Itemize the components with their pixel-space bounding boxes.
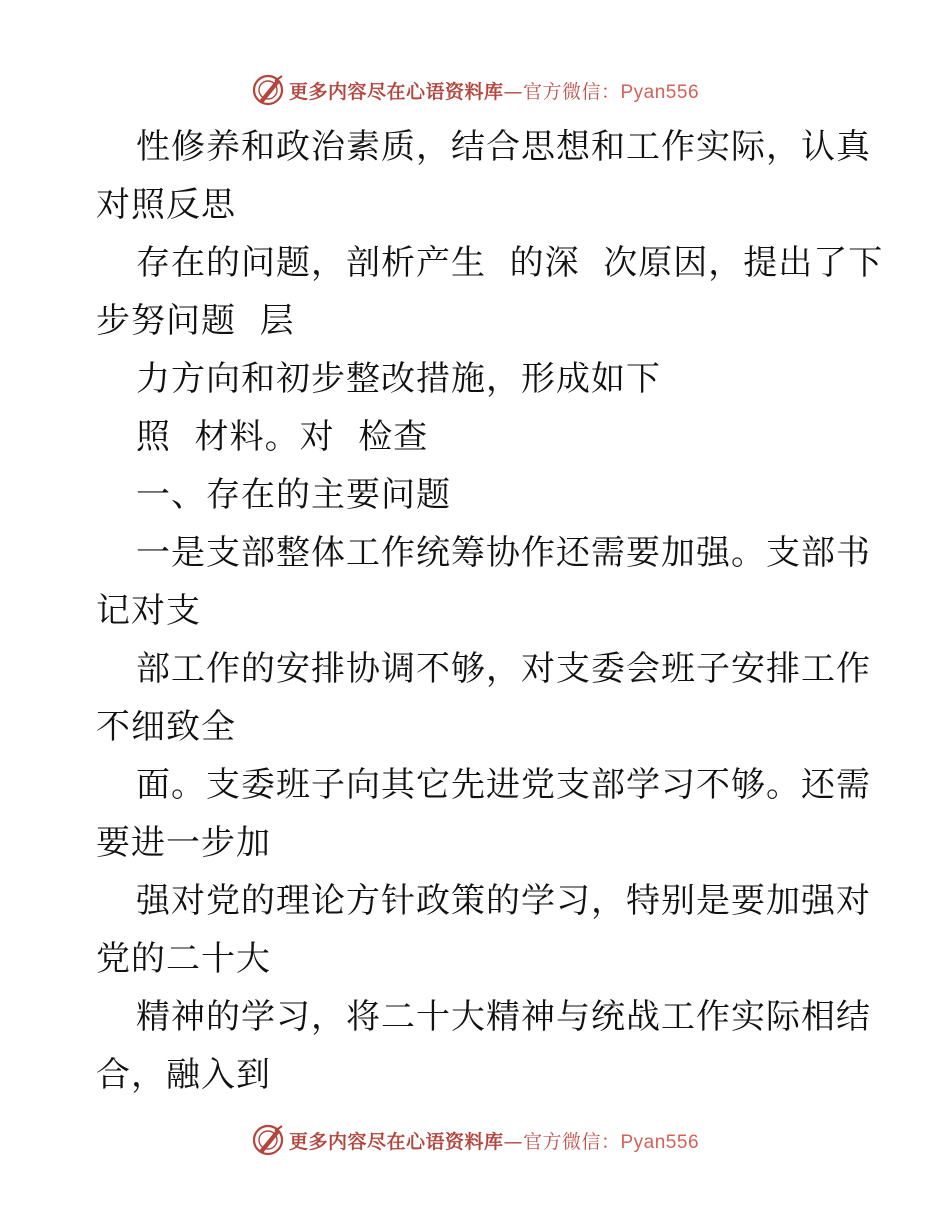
body-line: 精神的学习，将二十大精神与统战工作实际相结 [136, 997, 871, 1037]
banner-wechat-label: 官方微信： [522, 80, 621, 103]
body-line: 性修养和政治素质，结合思想和工作实际，认真 [136, 127, 871, 167]
body-line: 部工作的安排协调不够，对支委会班子安排工作 [136, 649, 871, 689]
quill-pen-logo-icon [251, 73, 285, 107]
document-body [96, 118, 884, 1104]
banner-dash: — [503, 1130, 523, 1153]
quill-pen-logo-icon [251, 1123, 285, 1157]
body-line: 步努问题 层 [96, 301, 295, 341]
body-line: 合，融入到 [96, 1055, 271, 1095]
body-line: 强对党的理论方针政策的学习，特别是要加强对 [136, 881, 871, 921]
banner-wechat-label: 官方微信： [522, 1130, 621, 1153]
body-line: 面。支委班子向其它先进党支部学习不够。还需 [136, 765, 871, 805]
body-line: 党的二十大 [96, 939, 271, 979]
banner-dash: — [503, 80, 523, 103]
body-line: 不细致全 [96, 707, 236, 747]
body-line: 照 材料。对 检查 [136, 417, 429, 457]
body-line: 存在的问题，剖析产生 的深 次原因，提出了下 [136, 243, 884, 283]
body-line: 要进一步加 [96, 823, 271, 863]
body-line: 一是支部整体工作统筹协作还需要加强。支部书 [136, 533, 871, 573]
section-heading: 一、存在的主要问题 [136, 475, 451, 515]
banner-wechat-id: Pyan556 [620, 1131, 700, 1153]
banner-wechat-id: Pyan556 [620, 81, 700, 103]
header-banner [0, 72, 950, 108]
body-line: 记对支 [96, 591, 201, 631]
banner-title: 更多内容尽在心语资料库 [288, 80, 504, 103]
banner-title: 更多内容尽在心语资料库 [288, 1130, 504, 1153]
footer-banner [0, 1122, 950, 1158]
body-line: 对照反思 [96, 185, 236, 225]
body-line: 力方向和初步整改措施，形成如下 [136, 359, 661, 399]
